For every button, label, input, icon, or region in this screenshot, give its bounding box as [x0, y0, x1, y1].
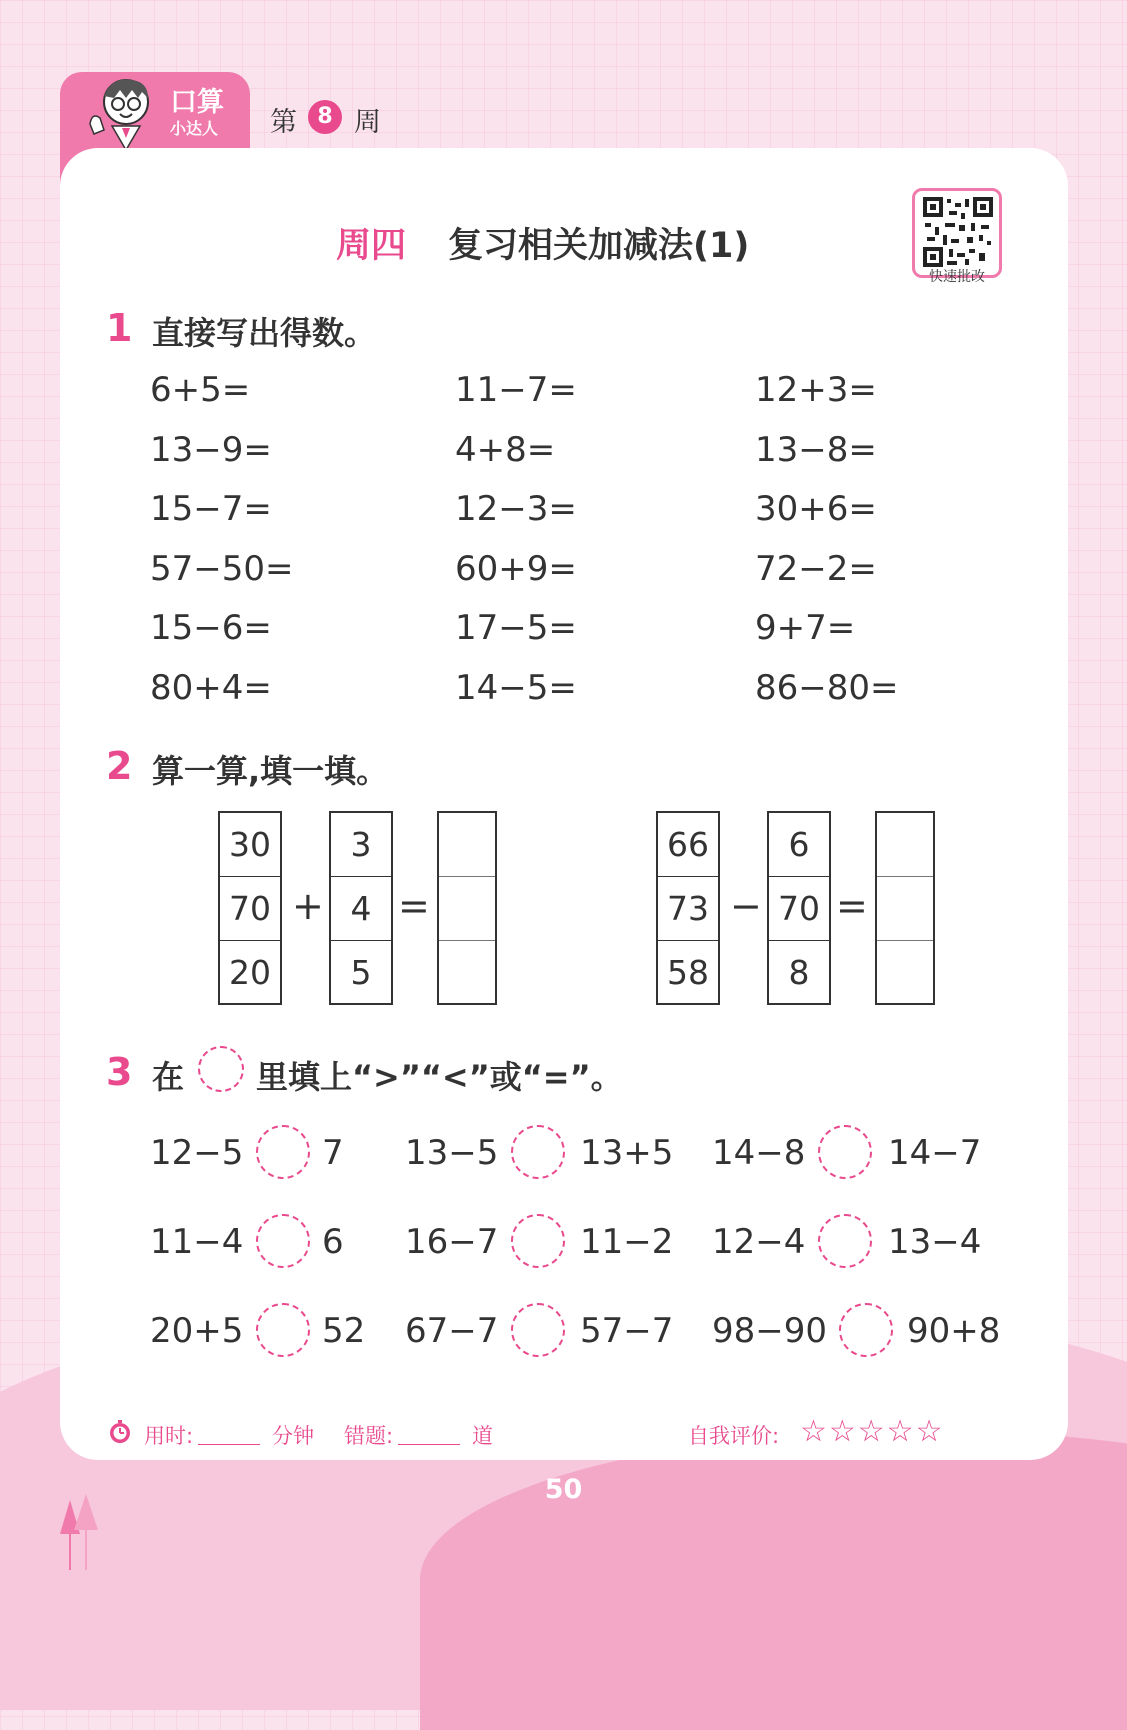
equation: 14−5=: [455, 668, 577, 708]
errors-blank[interactable]: [398, 1444, 460, 1445]
compare-right: 57−7: [580, 1311, 674, 1351]
week-suffix: 周: [354, 107, 381, 138]
qr-code-icon: [923, 197, 993, 267]
time-label: 用时:: [144, 1424, 194, 1448]
compare-right: 52: [322, 1311, 366, 1351]
compare-right: 6: [322, 1222, 344, 1262]
answer-box[interactable]: [877, 877, 933, 941]
equals-operator: =: [398, 884, 430, 928]
equation: 72−2=: [755, 549, 877, 589]
mascot-boy-icon: [82, 72, 162, 150]
rating-stars[interactable]: ☆☆☆☆☆: [800, 1414, 945, 1449]
errors-label: 错题:: [344, 1424, 394, 1448]
subtrahend-column: [767, 811, 831, 1005]
compare-answer-circle[interactable]: [511, 1125, 565, 1179]
compare-answer-circle[interactable]: [818, 1125, 872, 1179]
compare-right: 11−2: [580, 1222, 674, 1262]
qr-caption: 快速批改: [929, 269, 985, 285]
section-3-number: 3: [106, 1050, 133, 1094]
number-cell: 8: [788, 953, 810, 992]
compare-answer-circle[interactable]: [511, 1214, 565, 1268]
equation: 80+4=: [150, 668, 272, 708]
tab-title: 口算: [170, 87, 224, 118]
number-cell: 6: [769, 813, 829, 877]
answer-box[interactable]: [877, 941, 933, 1005]
answer-box[interactable]: [439, 813, 495, 877]
compare-right: 7: [322, 1133, 344, 1173]
tab-subtitle: 小达人: [170, 119, 219, 138]
number-cell: 5: [350, 953, 372, 992]
compare-answer-circle[interactable]: [839, 1303, 893, 1357]
equation: 6+5=: [150, 370, 251, 410]
compare-right: 14−7: [888, 1133, 982, 1173]
answer-box[interactable]: [877, 813, 933, 877]
equation: 15−6=: [150, 608, 272, 648]
equation: 9+7=: [755, 608, 856, 648]
section-1-number: 1: [106, 306, 133, 350]
compare-answer-circle[interactable]: [256, 1303, 310, 1357]
section-3-title-pre: 在: [152, 1058, 185, 1096]
qr-code[interactable]: [912, 188, 1002, 278]
stopwatch-icon: [108, 1420, 132, 1444]
plus-operator: +: [292, 884, 324, 928]
number-cell: 66: [658, 813, 718, 877]
equation: 30+6=: [755, 489, 877, 529]
answer-column[interactable]: [437, 811, 497, 1005]
compare-right: 13−4: [888, 1222, 982, 1262]
equation: 15−7=: [150, 489, 272, 529]
compare-left: 11−4: [150, 1222, 244, 1262]
week-number-badge: 8: [308, 100, 342, 134]
section-2-title: 算一算,填一填。: [152, 752, 389, 790]
answer-box[interactable]: [439, 941, 495, 1005]
compare-right: 13+5: [580, 1133, 674, 1173]
self-eval-label: 自我评价:: [688, 1424, 780, 1448]
compare-left: 20+5: [150, 1311, 244, 1351]
section-2-number: 2: [106, 744, 133, 788]
compare-left: 13−5: [405, 1133, 499, 1173]
equals-operator: =: [836, 884, 868, 928]
equation: 11−7=: [455, 370, 577, 410]
minutes-label: 分钟: [272, 1424, 314, 1448]
compare-left: 98−90: [712, 1311, 828, 1351]
week-prefix: 第: [270, 107, 297, 138]
equation: 12+3=: [755, 370, 877, 410]
addend-column: [329, 811, 393, 1005]
minuend-column: [656, 811, 720, 1005]
number-cell: 30: [220, 813, 280, 877]
minus-operator: −: [730, 884, 762, 928]
compare-left: 16−7: [405, 1222, 499, 1262]
number-cell: 70: [769, 877, 829, 941]
tree-decoration-icon: [56, 1490, 100, 1570]
number-cell: 20: [229, 953, 271, 992]
addend-column: [218, 811, 282, 1005]
equation: 13−8=: [755, 430, 877, 470]
flower-circle-icon: [198, 1046, 244, 1092]
compare-answer-circle[interactable]: [256, 1214, 310, 1268]
equation: 57−50=: [150, 549, 294, 589]
page-number: 50: [544, 1474, 583, 1505]
compare-answer-circle[interactable]: [256, 1125, 310, 1179]
day-label: 周四: [336, 226, 407, 266]
equation: 17−5=: [455, 608, 577, 648]
number-cell: 58: [667, 953, 709, 992]
number-cell: 4: [331, 877, 391, 941]
number-cell: 3: [331, 813, 391, 877]
page-title: 复习相关加减法(1): [448, 226, 750, 266]
section-3-title-post: 里填上“>”“<”或“=”。: [256, 1058, 623, 1096]
compare-answer-circle[interactable]: [818, 1214, 872, 1268]
answer-column[interactable]: [875, 811, 935, 1005]
compare-right: 90+8: [907, 1311, 1001, 1351]
compare-left: 12−5: [150, 1133, 244, 1173]
answer-box[interactable]: [439, 877, 495, 941]
compare-left: 12−4: [712, 1222, 806, 1262]
section-1-title: 直接写出得数。: [152, 314, 377, 352]
time-blank[interactable]: [198, 1444, 260, 1445]
equation: 60+9=: [455, 549, 577, 589]
compare-left: 67−7: [405, 1311, 499, 1351]
equation: 12−3=: [455, 489, 577, 529]
questions-label: 道: [472, 1424, 493, 1448]
number-cell: 73: [658, 877, 718, 941]
compare-answer-circle[interactable]: [511, 1303, 565, 1357]
equation: 86−80=: [755, 668, 899, 708]
equation: 4+8=: [455, 430, 556, 470]
equation: 13−9=: [150, 430, 272, 470]
compare-left: 14−8: [712, 1133, 806, 1173]
number-cell: 70: [220, 877, 280, 941]
